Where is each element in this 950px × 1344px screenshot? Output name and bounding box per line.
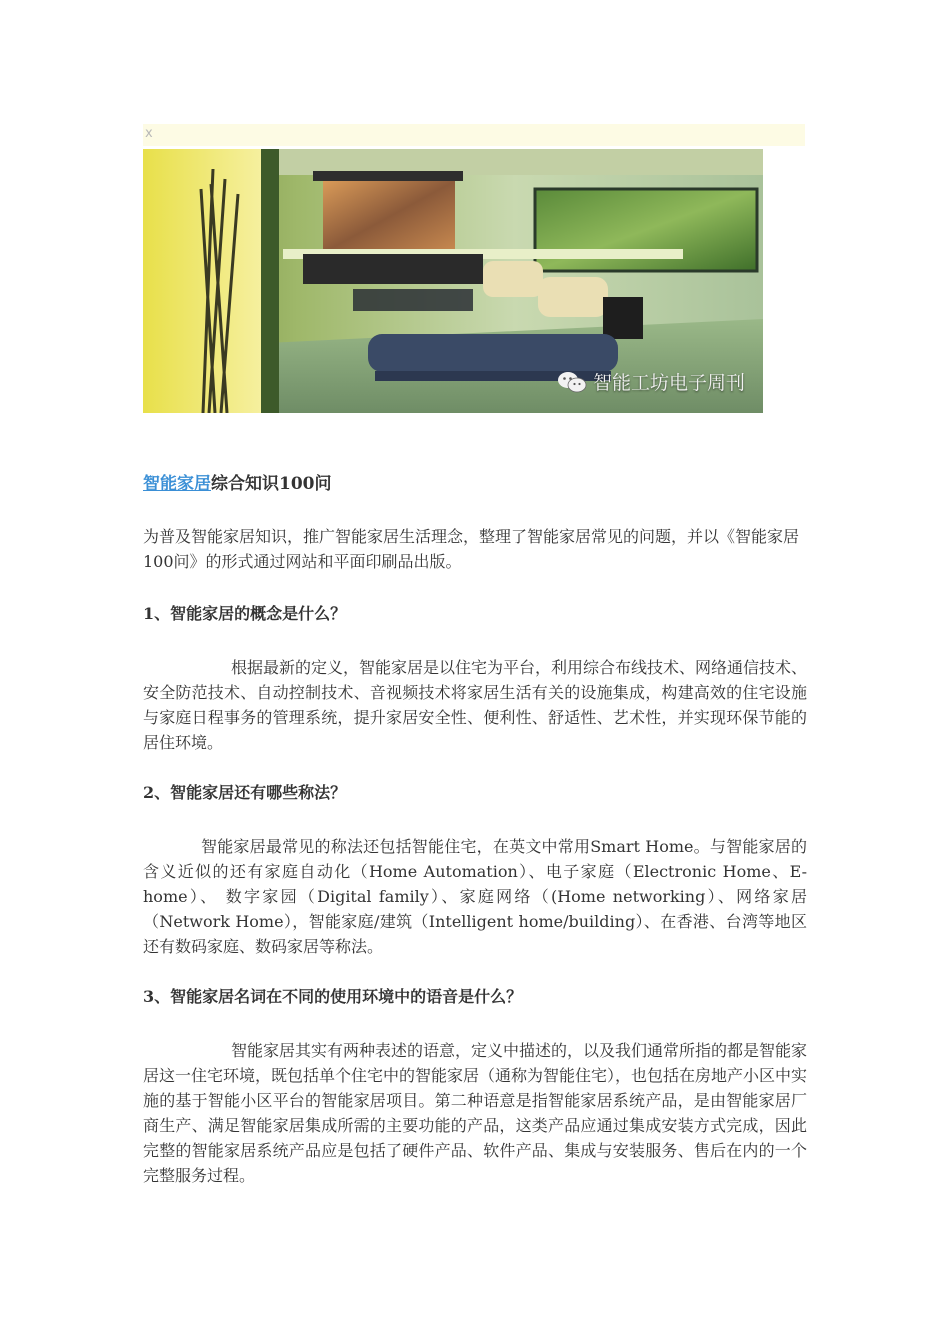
answer-3: 智能家居其实有两种表述的语意，定义中描述的，以及我们通常所指的都是智能家居这一住宅环境，既包括单个住宅中的智能家居（通称为智能住宅），也包括在房地产小区中实施的基于智能小区平台的智能家居项目。第二种语意是指智能家居系统产品，是由智能家居厂商生产、满足智能家居集成所需的主要功能的产品，这类产品应通过集成安装方式完成，因此完整的智能家居系统产品应是包括了硬件产品、软件产品、集成与安装服务、售后在内的一个完整服务过程。 [143,1041,808,1185]
wechat-icon [557,370,587,394]
article [143,472,807,1213]
question-2: 2、智能家居还有哪些称法？ [143,783,347,802]
ad-banner [143,124,805,146]
answer-1: 根据最新的定义，智能家居是以住宅为平台，利用综合布线技术、网络通信技术、安全防范技术、自动控制技术、音视频技术将家居生活有关的设施集成，构建高效的住宅设施与家庭日程事务的管理系统，提升家居安全性、便利性、舒适性、艺术性，并实现环保节能的居住环境。 [143,658,808,752]
title-text: 综合知识100问 [211,474,332,494]
title-link[interactable]: 智能家居 [143,474,211,494]
hero-image [143,149,763,413]
answer-2: 智能家居最常见的称法还包括智能住宅，在英文中常用Smart Home。与智能家居的含义近似的还有家庭自动化（Home Automation）、电子家庭（Electronic Home、E-home）、 数字家园（Digital family）、家庭网络（(Home networking）、网络家居（Network Home），智能家庭/建筑（Intelligent home/building）、在香港、台湾等地区还有数码家庭、数码家居等称法。 [143,837,807,956]
question-1: 1、智能家居的概念是什么？ [143,604,347,623]
ad-close-button[interactable]: x [145,126,153,141]
intro-paragraph: 为普及智能家居知识，推广智能家居生活理念，整理了智能家居常见的问题，并以《智能家居100问》的形式通过网站和平面印刷品出版。 [143,527,800,571]
question-3: 3、智能家居名词在不同的使用环境中的语音是什么？ [143,987,523,1006]
article-title [143,472,807,497]
watermark-text: 智能工坊电子周刊 [592,372,745,394]
hero-watermark [557,368,745,395]
